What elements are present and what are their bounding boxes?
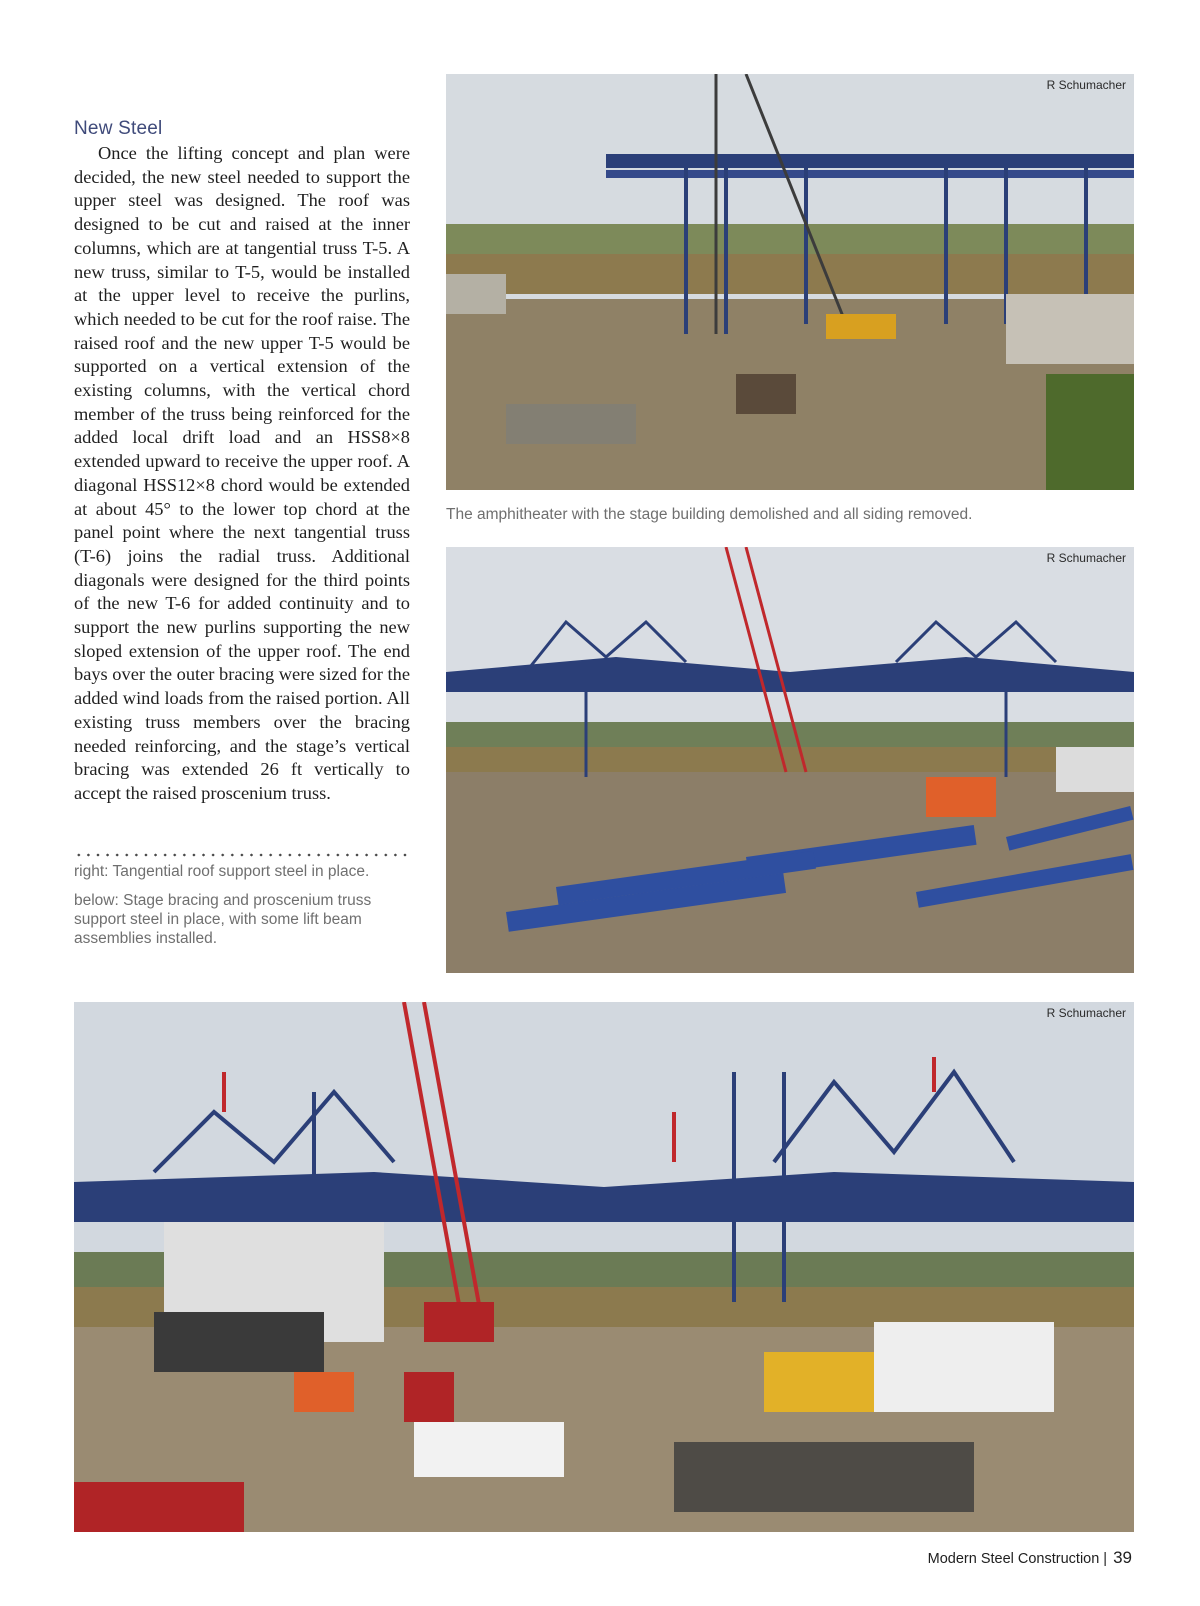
photo-amphitheater-demolished bbox=[446, 74, 1134, 490]
article-paragraph: Once the lifting concept and plan were decided, the new steel needed to support the upper steel was designed. The roof was designed to be cut and raised at the inner columns, which are at tangential truss T-5. A new truss, similar to T-5, would be installed at the upper level to receive the purlins, which needed to be cut for the roof raise. The raised roof and the new upper T-5 would be supported on a vertical extension of the existing columns, with the vertical chord member of the truss being reinforced for the added local drift load and an HSS8×8 extended upward to receive the upper roof. A diagonal HSS12×8 chord would be extended at about 45° to the lower top chord at the panel point where the next tangential truss (T-6) joins the radial truss. Additional diagonals were designed for the third points of the new T-6 for added continuity and to support the new purlins supporting the new sloped extension of the upper roof. The end bays over the outer bracing were sized for the added wind loads from the raised portion. All existing truss members over the bracing needed reinforcing, and the stage’s vertical bracing was extended 26 ft vertically to accept the raised proscenium truss. bbox=[74, 143, 410, 803]
photo-3-credit: R Schumacher bbox=[1046, 1006, 1126, 1020]
page-footer bbox=[928, 1548, 1132, 1568]
photo-2-illustration bbox=[446, 547, 1134, 973]
photo-2-credit: R Schumacher bbox=[1046, 551, 1126, 565]
caption-top-photo: The amphitheater with the stage building demolished and all siding removed. bbox=[446, 506, 973, 523]
magazine-name: Modern Steel Construction bbox=[927, 1551, 1100, 1567]
caption-right: right: Tangential roof support steel in place. bbox=[74, 863, 370, 880]
caption-below: below: Stage bracing and proscenium truss support steel in place, with some lift beam assemblies installed. bbox=[74, 892, 372, 947]
article-body bbox=[74, 142, 410, 806]
article-heading: New Steel bbox=[74, 118, 163, 139]
photo-stage-bracing bbox=[74, 1002, 1134, 1532]
photo-tangential-roof-steel bbox=[446, 547, 1134, 973]
photo-1-illustration bbox=[446, 74, 1134, 490]
dotted-divider bbox=[74, 853, 410, 857]
footer-separator: | bbox=[1103, 1551, 1108, 1567]
page-number: 39 bbox=[1113, 1548, 1132, 1567]
photo-3-illustration bbox=[74, 1002, 1134, 1532]
photo-1-credit: R Schumacher bbox=[1046, 78, 1126, 92]
